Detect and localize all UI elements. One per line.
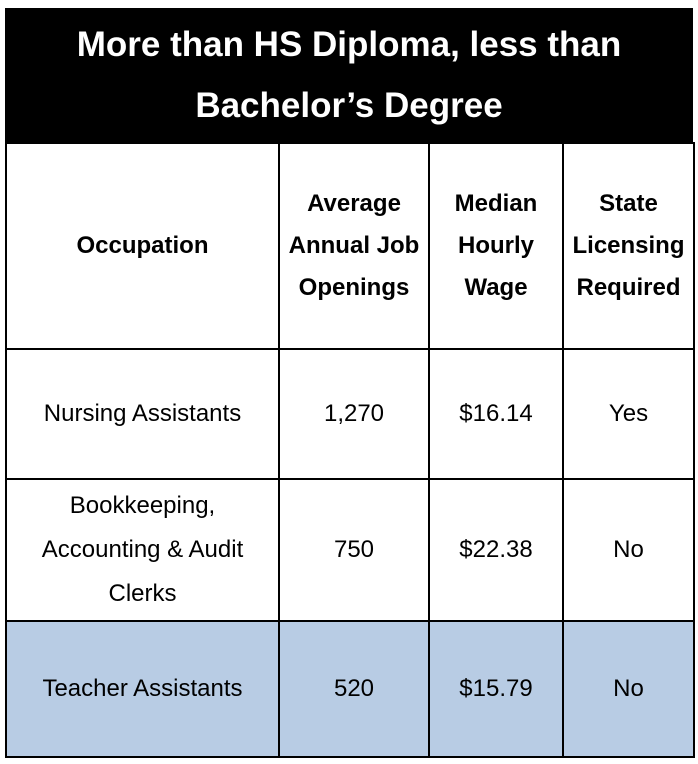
table-row-highlighted — [6, 621, 694, 757]
cell-openings: 750 — [279, 479, 429, 621]
cell-wage: $22.38 — [429, 479, 563, 621]
cell-openings: 520 — [279, 621, 429, 757]
table-title-bar — [5, 8, 693, 142]
column-header-licensing: State Licensing Required — [563, 143, 694, 349]
table-title: More than HS Diploma, less than Bachelor’s Degree — [76, 25, 622, 125]
cell-wage: $16.14 — [429, 349, 563, 479]
table-row — [6, 349, 694, 479]
header-row — [6, 143, 694, 349]
cell-occupation: Teacher Assistants — [6, 621, 279, 757]
cell-openings: 1,270 — [279, 349, 429, 479]
cell-licensing: No — [563, 621, 694, 757]
cell-licensing: No — [563, 479, 694, 621]
column-header-wage: Median Hourly Wage — [429, 143, 563, 349]
occupation-table — [5, 142, 695, 758]
cell-occupation: Nursing Assistants — [6, 349, 279, 479]
cell-licensing: Yes — [563, 349, 694, 479]
cell-wage: $15.79 — [429, 621, 563, 757]
column-header-occupation: Occupation — [6, 143, 279, 349]
table-row — [6, 479, 694, 621]
cell-occupation: Bookkeeping, Accounting & Audit Clerks — [6, 479, 279, 621]
column-header-openings: Average Annual Job Openings — [279, 143, 429, 349]
